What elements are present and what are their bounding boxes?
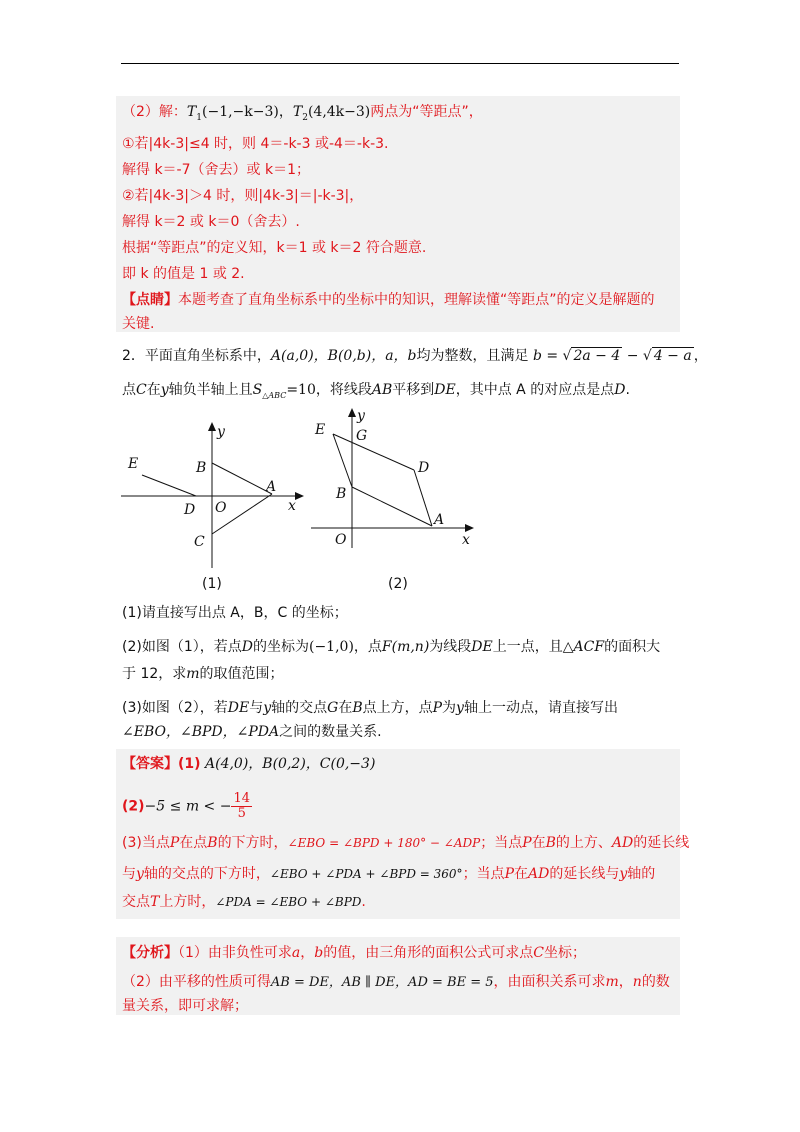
fig2-label-O: O [335,532,347,548]
fig2-segment-BA [352,487,432,526]
fig2-label-y: y [357,408,365,424]
answer-line-1: 【答案】(1) A(4,0)，B(0,2)，C(0,−3) [122,756,376,772]
fig2-label-G: G [356,428,368,444]
fig2-label-A: A [434,512,445,528]
fig1-label-E: E [128,456,139,472]
subq-3-line-1: (3)如图（2），若DE与y轴的交点G在B点上方，点P为y轴上一动点，请直接写出 [122,700,618,716]
fig1-label-y: y [217,424,225,440]
fig2-label-x: x [462,532,470,548]
fig1-x-arrow [295,492,304,500]
header-rule [121,63,679,64]
fig2-segment-DA [414,470,432,526]
analysis-line-1: 【分析】（1）由非负性可求a，b的值，由三角形的面积公式可求点C坐标； [122,945,586,961]
answer-line-3: (3)当点P在点B的下方时，∠EBO = ∠BPD + 180° − ∠ADP；当点P在B的上方、AD的延长线 [122,835,690,851]
answer-line-2: (2)−5 ≤ m < − $\frac{14}{5}$ [122,791,250,821]
fig2-label-B: B [336,486,347,502]
prev-line-6: 根据“等距点”的定义知，k＝1 或 k＝2 符合题意. [122,240,427,256]
fig1-label-B: B [196,460,207,476]
fig2-segment-ED [333,434,414,470]
fig1-label-O: O [215,500,227,516]
prev-line-1: （2）解：$T_1(-1,-k-3)$，$T_2(4,4k-3)$两点为“等距点”， [122,104,483,123]
figure-1 [118,418,318,578]
prev-line-5: 解得 k＝2 或 k＝0（舍去）. [122,214,300,230]
figure-2-caption: (2) [388,576,408,592]
answer-line-5: 交点T上方时，∠PDA = ∠EBO + ∠BPD. [122,894,366,910]
fig2-x-arrow [465,524,474,532]
fig1-y-arrow [208,422,216,431]
prev-line-2: ①若|4k-3|≤4 时，则 4＝-k-3 或-4＝-k-3. [122,136,389,152]
fig1-label-x: x [288,498,296,514]
fig1-label-C: C [194,534,205,550]
analysis-line-3: 量关系，即可求解； [122,998,248,1014]
subq-3-line-2: ∠EBO，∠BPD，∠PDA之间的数量关系. [122,724,382,740]
figure-1-caption: (1) [202,576,222,592]
prev-dianjing-1: 【点睛】本题考查了直角坐标系中的坐标中的知识，理解读懂“等距点”的定义是解题的 [122,292,655,308]
subq-1: (1)请直接写出点 A，B，C 的坐标； [122,605,348,621]
fig2-y-arrow [348,408,356,417]
fig2-label-D: D [418,460,430,476]
prev-line-3: 解得 k＝-7（舍去）或 k＝1； [122,162,310,178]
subq-2-line-2: 于 12，求m的取值范围； [122,666,284,682]
answer-line-4: 与y轴的交点的下方时，∠EBO + ∠PDA + ∠BPD = 360°；当点P在AD的延长线与y轴的 [122,866,656,882]
question-line-1: 2．平面直角坐标系中，A(a,0)，B(0,b)，a，b均为整数，且满足 b = √ 2a − 4 − √ 4 − a ， [122,348,708,364]
fig1-segment-BA [212,463,272,494]
analysis-line-2: （2）由平移的性质可得AB = DE，AB ∥ DE，AD = BE = 5，由面积关系可求m，n的数 [122,974,670,990]
prev-line-7: 即 k 的值是 1 或 2. [122,266,245,282]
fig1-segment-ED [142,475,196,496]
fig2-label-E: E [315,422,326,438]
answer-fraction: $\frac{14}{5}$ [233,791,250,821]
fig1-label-A: A [266,479,277,495]
figure-2 [306,400,486,560]
fig2-segment-EB [333,434,352,487]
prev-dianjing-2: 关键. [122,316,155,332]
question-line-2: 点C在y轴负半轴上且$S_{\triangle ABC}=10$，将线段AB平移到DE，其中点 A 的对应点是点D. [122,382,630,400]
fig1-label-D: D [184,502,196,518]
subq-2-line-1: (2)如图（1），若点D的坐标为(−1,0)，点F(m,n)为线段DE上一点，且△ACF的面积大 [122,639,661,655]
prev-line-4: ②若|4k-3|＞4 时，则|4k-3|＝|-k-3|， [122,188,364,204]
